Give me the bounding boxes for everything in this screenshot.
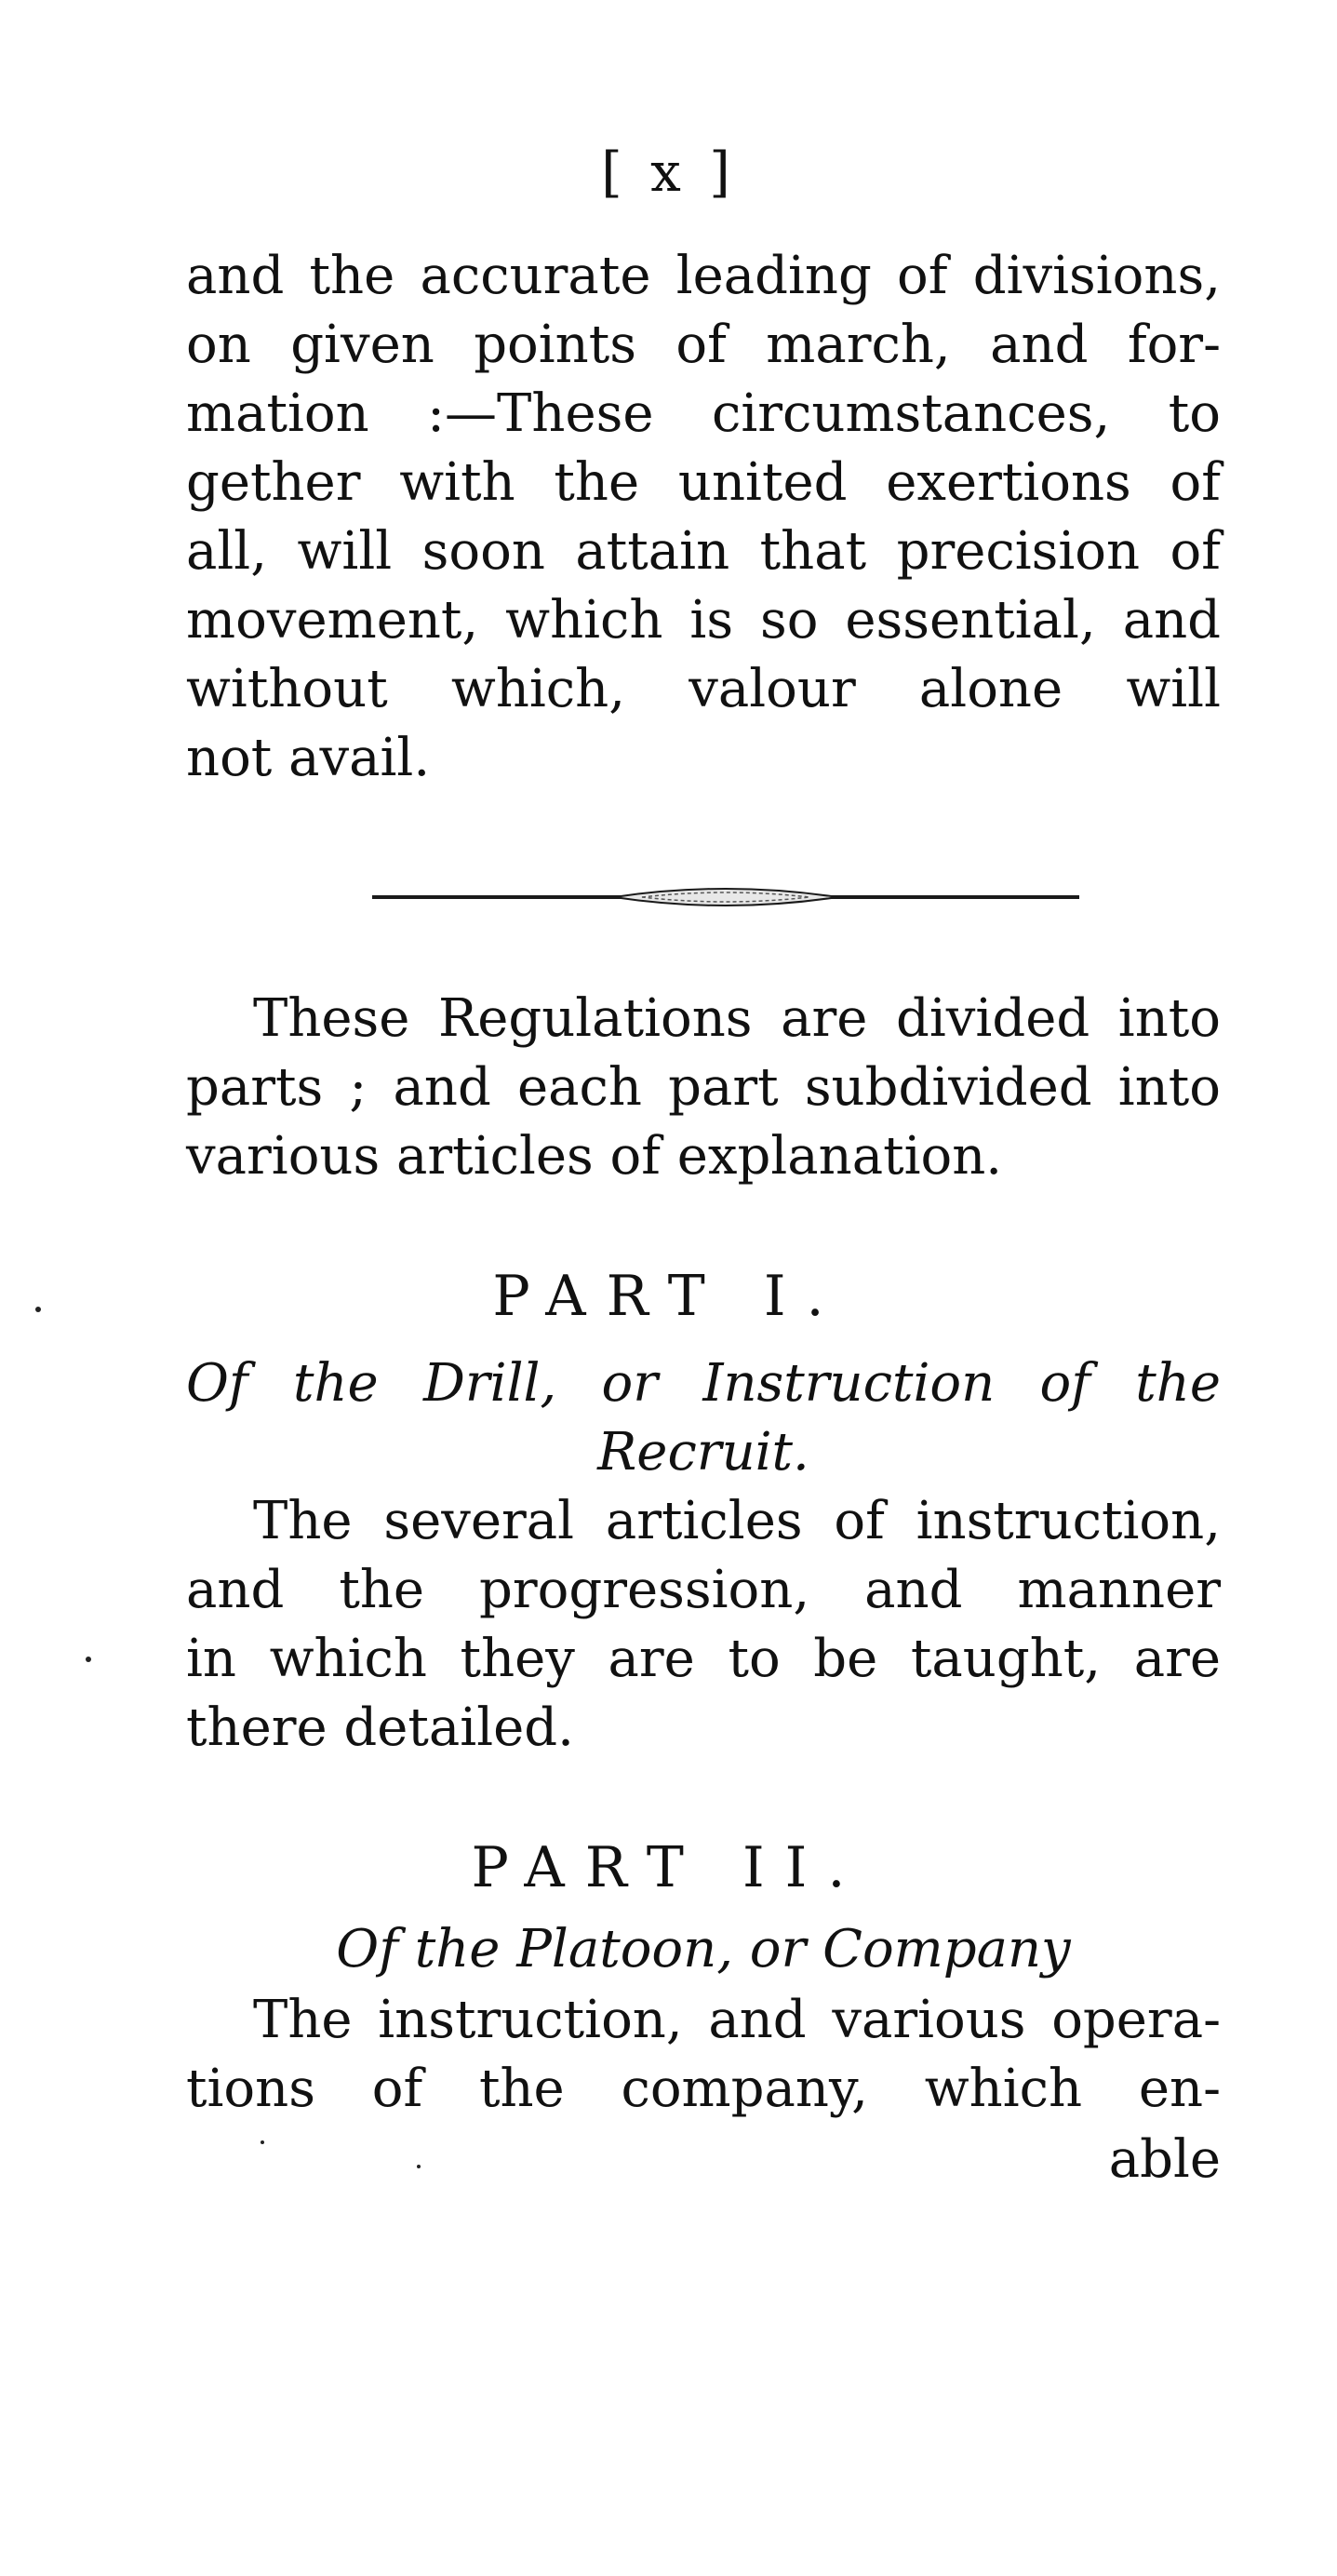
text-line: in which they are to be taught, are [186,1629,1221,1689]
part-one-subtitle: Of the Drill, or Instruction of the [186,1353,1221,1414]
text-line: parts ; and each part subdivided into [186,1057,1221,1118]
part-one-heading: PART I. [492,1264,845,1329]
text-line: and the accurate leading of divisions, [186,246,1221,306]
part-two-subtitle: Of the Platoon, or Company [336,1919,1071,1979]
print-speck [35,1307,41,1312]
print-speck [261,2140,264,2144]
text-line: The several articles of instruction, [253,1491,1221,1551]
text-line: not avail. [186,728,431,788]
print-speck [86,1657,91,1662]
part-two-heading: PART II. [471,1835,866,1900]
text-line: tions of the company, which en- [186,2059,1221,2119]
text-line: without which, valour alone will [186,659,1221,719]
text-line: on given points of march, and for- [186,315,1221,375]
text-line: gether with the united exertions of [186,452,1221,513]
page-number: [ x ] [601,141,736,204]
text-line: movement, which is so essential, and [186,590,1221,651]
text-line: mation :—These circumstances, to [186,383,1221,444]
text-line: and the progression, and manner [186,1560,1221,1620]
part-one-subtitle-continued: Recruit. [597,1422,809,1483]
text-line: there detailed. [186,1697,574,1758]
text-line: all, will soon attain that precision of [186,521,1221,582]
catchword: able [1108,2129,1221,2190]
print-speck [417,2165,421,2168]
text-line: The instruction, and various opera- [253,1990,1221,2050]
text-line: These Regulations are divided into [253,988,1221,1049]
text-line: various articles of explanation. [186,1126,1003,1187]
ornamental-divider [372,879,1079,916]
